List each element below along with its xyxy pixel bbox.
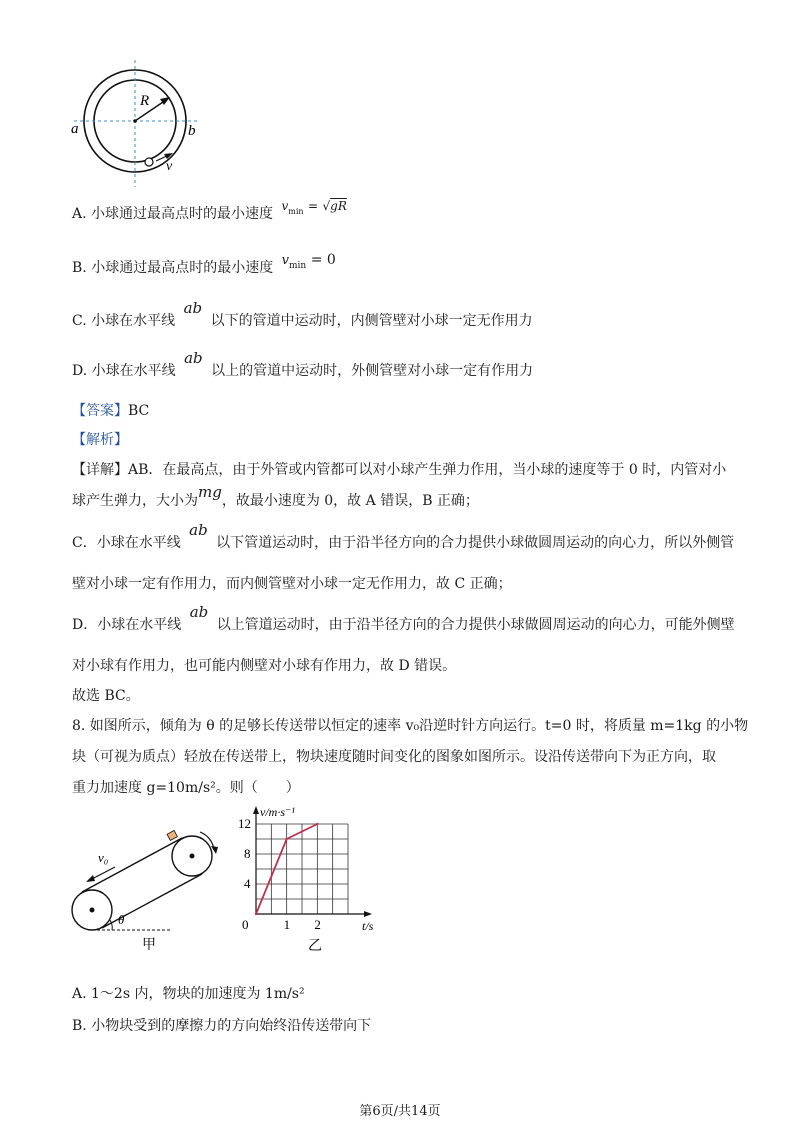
chart-x-arrow	[364, 911, 372, 917]
c-line-1b: 以下管道运动时，由于沿半径方向的合力提供小球做圆周运动的向心力，所以外侧管	[216, 535, 735, 551]
option-d-text: D. 小球在水平线	[72, 363, 176, 379]
option-c-ab: ab	[183, 299, 203, 317]
detail-line-2	[72, 483, 479, 510]
label-v0: v₀	[98, 850, 109, 865]
q8-option-a: A. 1～2s 内，物块的加速度为 1m/s²	[72, 986, 305, 1002]
chart-x-tick-label: 0	[242, 917, 249, 932]
label-R: R	[140, 93, 150, 109]
chart-y-arrow	[253, 806, 259, 814]
d-line-1b: 以上管道运动时，由于沿半径方向的合力提供小球做圆周运动的向心力，可能外侧壁	[216, 617, 735, 633]
option-a-formula-sub: min	[288, 207, 304, 216]
q8-line-2: 块（可视为质点）轻放在传送带上，物块速度随时间变化的图象如图所示。设沿传送带向下为正方向，取	[72, 749, 716, 765]
chart-x-axis-label: t/s	[362, 919, 374, 933]
option-a-formula-eq: =	[308, 199, 319, 213]
chart-y-axis-label: v/m·s⁻¹	[260, 805, 295, 819]
q8-line-1: 8. 如图所示，倾角为 θ 的足够长传送带以恒定的速率 v₀沿逆时针方向运行。t=0 时，将质量 m=1kg 的小物	[72, 718, 749, 734]
label-b: b	[188, 123, 196, 139]
chart-data-point	[285, 838, 287, 840]
chart-data-point	[316, 823, 318, 825]
velocity-time-chart	[230, 798, 390, 953]
option-d-ab: ab	[184, 349, 203, 367]
d-ab: ab	[189, 603, 209, 621]
d-line-2: 对小球有作用力，也可能内侧壁对小球有作用力，故 D 错误。	[72, 658, 457, 674]
chart-y-tick-label: 8	[244, 846, 251, 861]
conclusion: 故选 BC。	[72, 688, 140, 704]
c-line-2: 壁对小球一定有作用力，而内侧管壁对小球一定无作用力，故 C 正确；	[72, 576, 512, 592]
c-line-1a: C．小球在水平线	[72, 535, 181, 551]
option-b-formula-eq: = 0	[310, 252, 336, 268]
option-c-text: C. 小球在水平线	[72, 313, 176, 329]
detail-line-2b: ，故最小速度为 0，故 A 错误，B 正确；	[221, 493, 479, 509]
analysis-tag: 【解析】	[72, 432, 128, 448]
answer-tag: 【答案】	[72, 403, 128, 419]
conveyor-belt-figure	[60, 820, 240, 955]
q8-line-3: 重力加速度 g=10m/s²。则（ ）	[72, 780, 300, 796]
chart-y-tick-label: 12	[238, 816, 251, 831]
option-a-formula-root: gR	[330, 199, 347, 213]
q7-option-c	[72, 299, 533, 330]
chart-x-tick-label: 1	[283, 917, 291, 932]
chart-data-point	[255, 913, 257, 915]
option-c-rest: 以下的管道中运动时，内侧管壁对小球一定无作用力	[210, 313, 533, 329]
q7-option-d	[72, 349, 534, 380]
d-line-1a: D．小球在水平线	[72, 617, 182, 633]
c-line-1	[72, 521, 735, 552]
label-theta: θ	[118, 912, 125, 927]
detail-line-1-text: AB．在最高点，由于外管或内管都可以对小球产生弹力作用，当小球的速度等于 0 时，内管对小	[128, 462, 727, 478]
caption-jia: 甲	[142, 938, 156, 953]
detail-line-1	[72, 459, 726, 479]
detail-line-2a: 球产生弹力，大小为	[72, 493, 198, 509]
page-footer: 第6页/共14页	[359, 1104, 441, 1119]
detail-mg: mg	[198, 483, 222, 501]
option-a-formula-v: v	[281, 199, 289, 213]
answer-line	[72, 400, 149, 420]
option-b-formula-sub: min	[289, 261, 307, 271]
option-b-formula-v: v	[281, 253, 290, 268]
c-ab: ab	[189, 521, 208, 539]
q7-option-a: A. 小球通过最高点时的最小速度 $v^{min} = √gR$	[72, 199, 347, 222]
circular-tube-figure	[60, 55, 220, 195]
chart-y-tick-label: 4	[244, 876, 251, 891]
chart-x-tick-label: 2	[314, 917, 321, 932]
q7-option-b	[72, 252, 336, 277]
label-a: a	[71, 121, 79, 137]
option-a-text: A. 小球通过最高点时的最小速度	[72, 206, 274, 222]
d-line-1	[72, 603, 735, 634]
answer-value: BC	[128, 403, 150, 419]
label-v: v	[166, 159, 173, 174]
caption-yi: 乙	[308, 939, 322, 953]
detail-tag: 【详解】	[72, 462, 128, 478]
q8-option-b: B. 小物块受到的摩擦力的方向始终沿传送带向下	[72, 1018, 372, 1034]
option-b-text: B. 小球通过最高点时的最小速度	[72, 260, 274, 276]
option-d-rest: 以上的管道中运动时，外侧管壁对小球一定有作用力	[211, 363, 534, 379]
